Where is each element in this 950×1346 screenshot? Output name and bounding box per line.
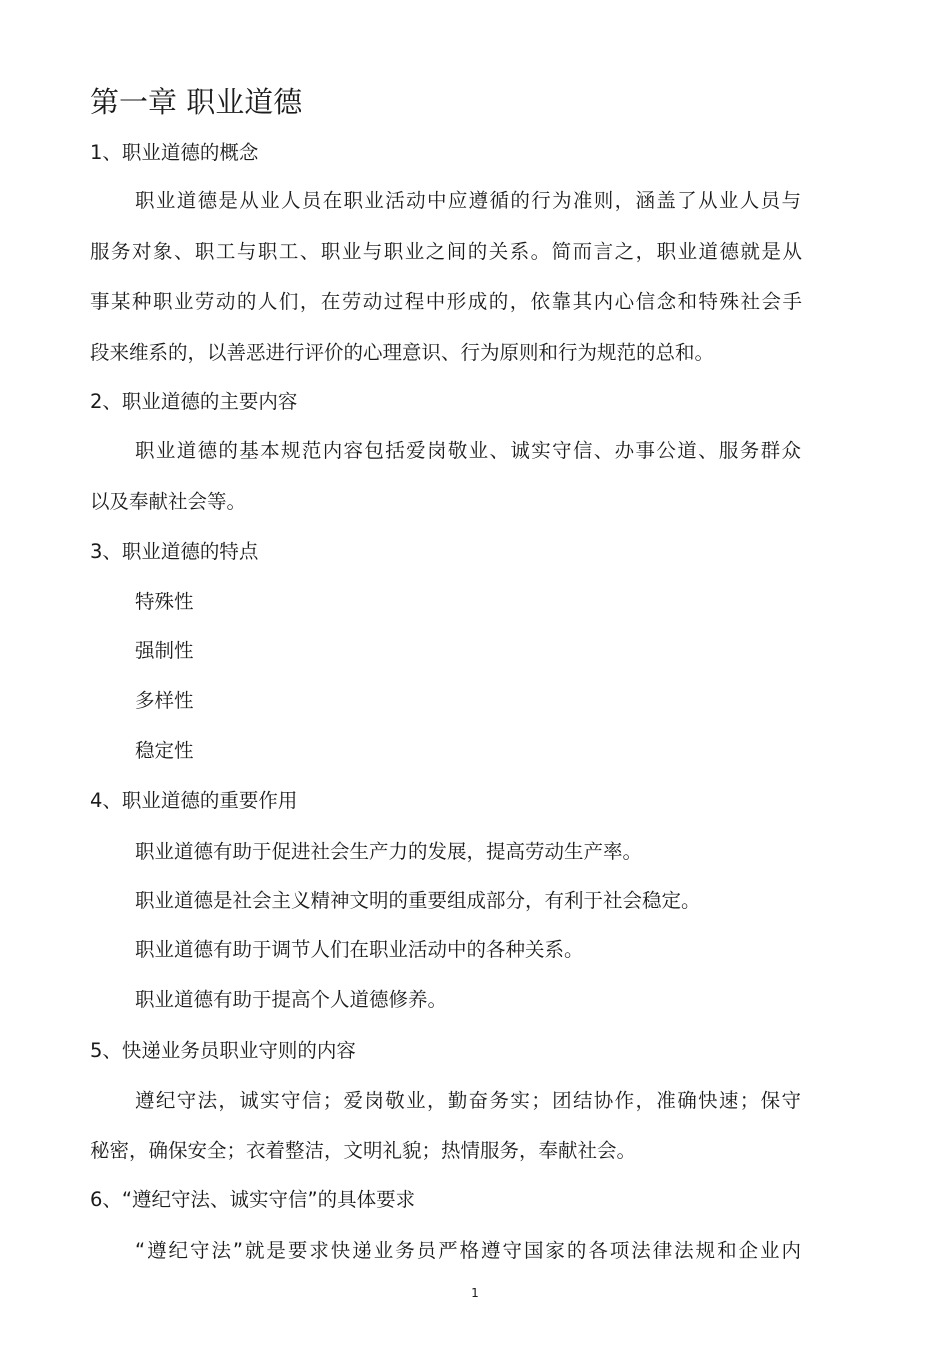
paragraph-line: 职业道德有助于提高个人道德修养。 xyxy=(135,988,448,1011)
list-item: 特殊性 xyxy=(135,590,194,613)
paragraph-line: 职业道德是从业人员在职业活动中应遵循的行为准则，涵盖了从业人员与 xyxy=(135,189,801,212)
list-item: 稳定性 xyxy=(135,739,194,762)
chapter-title: 第一章 职业道德 xyxy=(90,85,303,119)
paragraph-line: “遵纪守法”就是要求快递业务员严格遵守国家的各项法律法规和企业内 xyxy=(135,1239,801,1262)
paragraph-line: 职业道德有助于促进社会生产力的发展，提高劳动生产率。 xyxy=(135,840,643,863)
paragraph-line: 以及奉献社会等。 xyxy=(90,490,247,513)
paragraph-line: 职业道德的基本规范内容包括爱岗敬业、诚实守信、办事公道、服务群众 xyxy=(135,439,801,462)
list-item: 强制性 xyxy=(135,639,194,662)
page-number: 1 xyxy=(471,1286,479,1300)
paragraph-line: 遵纪守法，诚实守信；爱岗敬业，勤奋务实；团结协作，准确快速；保守 xyxy=(135,1089,801,1112)
section-heading: 6、“遵纪守法、诚实守信”的具体要求 xyxy=(90,1188,416,1211)
paragraph-line: 段来维系的，以善恶进行评价的心理意识、行为原则和行为规范的总和。 xyxy=(90,341,715,364)
section-heading: 3、职业道德的特点 xyxy=(90,540,259,563)
list-item: 多样性 xyxy=(135,689,194,712)
section-heading: 2、职业道德的主要内容 xyxy=(90,390,298,413)
paragraph-line: 事某种职业劳动的人们，在劳动过程中形成的，依靠其内心信念和特殊社会手 xyxy=(90,290,802,313)
paragraph-line: 服务对象、职工与职工、职业与职业之间的关系。简而言之，职业道德就是从 xyxy=(90,240,802,263)
section-heading: 1、职业道德的概念 xyxy=(90,141,259,164)
section-heading: 4、职业道德的重要作用 xyxy=(90,789,298,812)
paragraph-line: 职业道德是社会主义精神文明的重要组成部分，有利于社会稳定。 xyxy=(135,889,701,912)
section-heading: 5、快递业务员职业守则的内容 xyxy=(90,1039,356,1062)
paragraph-line: 职业道德有助于调节人们在职业活动中的各种关系。 xyxy=(135,938,584,961)
paragraph-line: 秘密，确保安全；衣着整洁，文明礼貌；热情服务，奉献社会。 xyxy=(90,1139,637,1162)
